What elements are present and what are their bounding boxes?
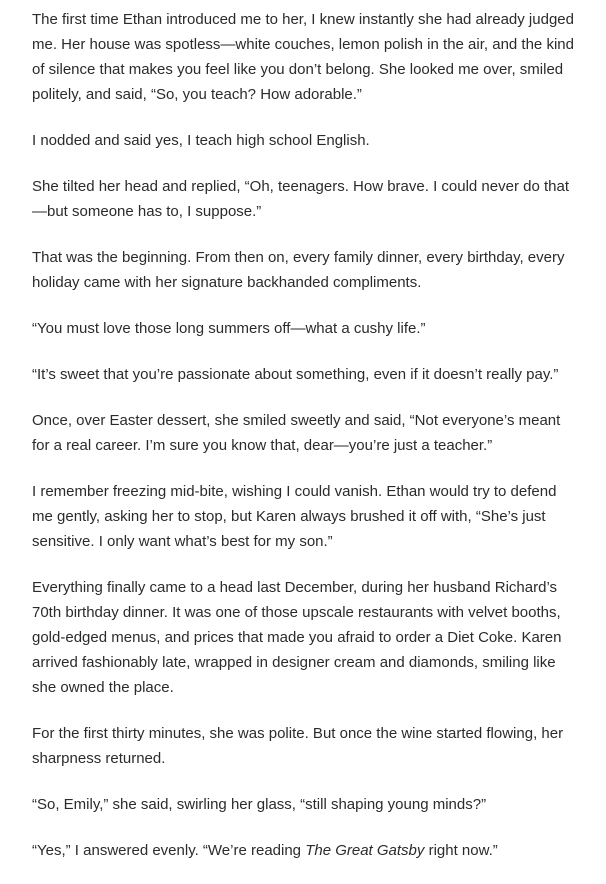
paragraph: The first time Ethan introduced me to her, I knew instantly she had already judged me. Her house was spotless—white couches, lemon polish in the air, and the kind of silence that makes you feel like you don’t belong. She looked me over, smiled politely, and said, “So, you teach? How adorable.”: [32, 11, 574, 103]
paragraph: That was the beginning. From then on, every family dinner, every birthday, every holiday came with her signature backhanded compliments.: [32, 249, 565, 291]
paragraph: For the first thirty minutes, she was polite. But once the wine started flowing, her sharpness returned.: [32, 725, 564, 767]
paragraph-text: “Yes,” I answered evenly. “We’re reading: [32, 842, 306, 859]
paragraph: “You must love those long summers off—what a cushy life.”: [32, 320, 426, 337]
paragraph-last: [32, 838, 580, 863]
article-body: [32, 7, 580, 884]
paragraph: Once, over Easter dessert, she smiled sweetly and said, “Not everyone’s meant for a real career. I’m sure you know that, dear—you’re just a teacher.”: [32, 412, 561, 454]
paragraph: “It’s sweet that you’re passionate about something, even if it doesn’t really pay.”: [32, 366, 559, 383]
paragraph: I nodded and said yes, I teach high school English.: [32, 132, 370, 149]
book-title: The Great Gatsby: [305, 842, 425, 859]
paragraph: “So, Emily,” she said, swirling her glass, “still shaping young minds?”: [32, 796, 487, 813]
paragraph: I remember freezing mid-bite, wishing I could vanish. Ethan would try to defend me gently, asking her to stop, but Karen always brushed it off with, “She’s just sensitive. I only want what’s best for my son.”: [32, 483, 557, 550]
paragraph-text: right now.”: [424, 842, 498, 859]
paragraph: She tilted her head and replied, “Oh, teenagers. How brave. I could never do that—but someone has to, I suppose.”: [32, 178, 569, 220]
paragraph: Everything finally came to a head last December, during her husband Richard’s 70th birthday dinner. It was one of those upscale restaurants with velvet booths, gold-edged menus, and prices that made you afraid to order a Diet Coke. Karen arrived fashionably late, wrapped in designer cream and diamonds, smiling like she owned the place.: [32, 579, 562, 696]
